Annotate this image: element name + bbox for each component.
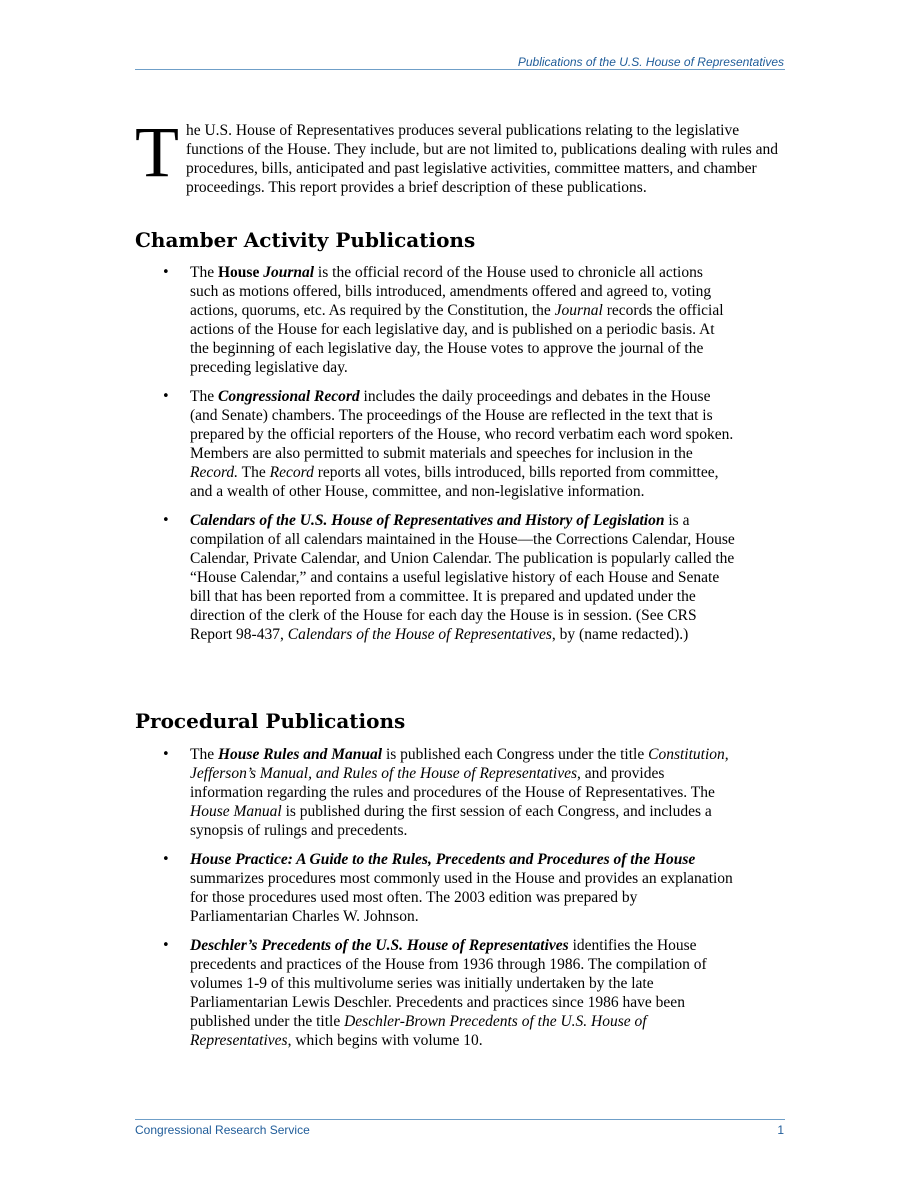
list-item bbox=[135, 936, 735, 1050]
list-item-text: includes the daily proceedings and debates in the House (and Senate) chambers. The proceedings of the House are reflected in the text that is prepared by the official reporters of the House, who record verbatim each word spoken. Members are also permitted to submit materials and speeches for inclusion in the bbox=[190, 388, 734, 462]
bullet-dot: • bbox=[162, 513, 170, 528]
drop-cap: T bbox=[135, 112, 179, 192]
emphasized-text: Record. bbox=[190, 464, 239, 481]
list-item bbox=[135, 387, 735, 501]
emphasized-text: Calendars of the House of Representatives bbox=[287, 626, 552, 643]
list-item-text: reports all votes, bills introduced, bills reported from committee, and a wealth of other House, committee, and non-legislative information. bbox=[190, 464, 719, 500]
intro-text: he U.S. House of Representatives produces several publications relating to the legislative functions of the House. They include, but are not limited to, publications dealing with rules and procedures, bills, anticipated and past legislative activities, committee matters, and chamber proceedings. This report provides a brief description of these publications. bbox=[185, 122, 779, 196]
running-header: Publications of the U.S. House of Representatives bbox=[517, 55, 784, 69]
intro-paragraph bbox=[135, 112, 785, 197]
emphasized-text: Congressional Record bbox=[217, 388, 360, 405]
list-item-text: identifies the House precedents and practices of the House from 1936 through 1986. The compilation of volumes 1-9 of this multivolume series was initially undertaken by the late Parliamentarian Lewis Deschler. Precedents and practices since 1986 have been published under the title bbox=[190, 937, 707, 1030]
footer-rule bbox=[135, 1119, 785, 1120]
list-item-text: The bbox=[238, 464, 270, 481]
section-title-chamber-activity: Chamber Activity Publications bbox=[135, 228, 476, 252]
footer-source: Congressional Research Service bbox=[135, 1123, 310, 1137]
list-item bbox=[135, 263, 735, 377]
bullet-dot: • bbox=[162, 852, 170, 867]
header-rule bbox=[135, 69, 785, 70]
bullet-dot: • bbox=[162, 389, 170, 404]
bullet-dot: • bbox=[162, 938, 170, 953]
list-item-text: is published during the first session of each Congress, and includes a synopsis of rulings and precedents. bbox=[190, 803, 712, 839]
list-item-text: records the official actions of the House for each legislative day, and is published on a periodic basis. At the beginning of each legislative day, the House votes to approve the journal of the preceding legislative day. bbox=[190, 302, 724, 376]
list-item-text: summarizes procedures most commonly used in the House and provides an explanation for those procedures used most often. The 2003 edition was prepared by Parliamentarian Charles W. Johnson. bbox=[190, 870, 733, 925]
section-title-procedural: Procedural Publications bbox=[135, 709, 406, 733]
bullet-dot: • bbox=[162, 265, 170, 280]
emphasized-text: House Practice: A Guide to the Rules, Precedents and Procedures of the House bbox=[190, 851, 696, 868]
list-item bbox=[135, 745, 735, 840]
emphasized-text: House bbox=[217, 264, 264, 281]
emphasized-text: Calendars of the U.S. House of Representatives and History of Legislation bbox=[190, 512, 665, 529]
list-item-text: The bbox=[190, 264, 218, 281]
list-item-text: is the official record of the House used to chronicle all actions such as motions offered, bills introduced, amendments offered and agreed to, voting actions, quorums, etc. As required by the Constitution, the bbox=[190, 264, 712, 319]
emphasized-text: House Manual bbox=[190, 803, 282, 820]
page-number: 1 bbox=[777, 1123, 784, 1137]
list-item-text: The bbox=[190, 388, 218, 405]
emphasized-text: Journal bbox=[554, 302, 603, 319]
chamber-activity-list bbox=[135, 263, 735, 654]
emphasized-text: Constitution, Jefferson’s Manual, and Rules of the House of Representatives bbox=[190, 746, 729, 782]
list-item-text: , by (name redacted).) bbox=[551, 626, 689, 643]
emphasized-text: Record bbox=[269, 464, 314, 481]
emphasized-text: Journal bbox=[263, 264, 315, 281]
list-item-text: The bbox=[190, 746, 218, 763]
emphasized-text: House Rules and Manual bbox=[217, 746, 383, 763]
procedural-list bbox=[135, 745, 735, 1060]
emphasized-text: Deschler-Brown Precedents of the U.S. House of Representatives bbox=[190, 1013, 647, 1049]
list-item bbox=[135, 511, 735, 644]
list-item bbox=[135, 850, 735, 926]
list-item-text: , which begins with volume 10. bbox=[287, 1032, 483, 1049]
emphasized-text: Deschler’s Precedents of the U.S. House of Representatives bbox=[190, 937, 569, 954]
list-item-text: is published each Congress under the title bbox=[382, 746, 649, 763]
list-item-text: , and provides information regarding the rules and procedures of the House of Representatives. The bbox=[190, 765, 715, 801]
list-item-text: is a compilation of all calendars maintained in the House—the Corrections Calendar, House Calendar, Private Calendar, and Union Calendar. The publication is popularly called the “House Calendar,” and contains a useful legislative history of each House and Senate bill that has been reported from a committee. It is prepared and updated under the direction of the clerk of the House for each day the House is in session. (See CRS Report 98-437, bbox=[190, 512, 735, 643]
bullet-dot: • bbox=[162, 747, 170, 762]
